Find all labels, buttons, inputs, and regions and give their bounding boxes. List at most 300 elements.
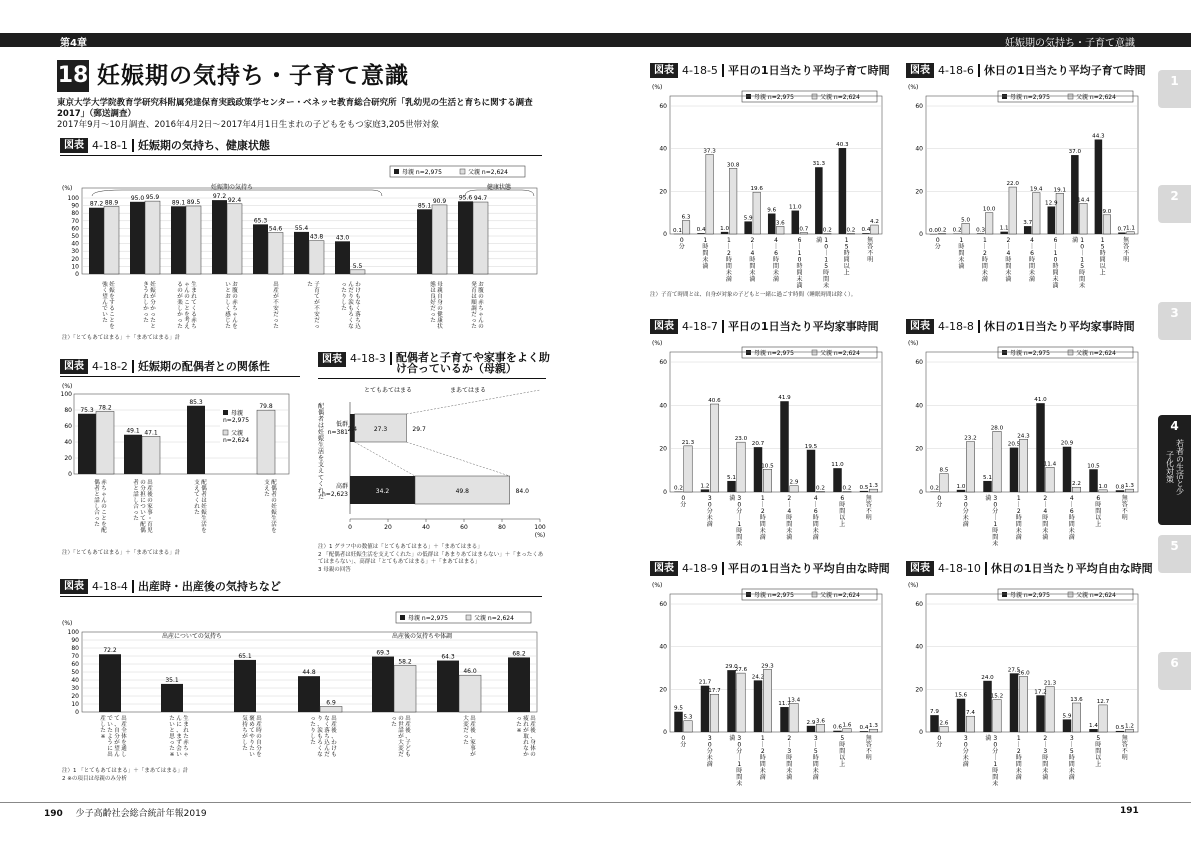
x-tick-label: 無答不明	[865, 495, 872, 522]
x-tick-label: 0	[348, 524, 352, 531]
chapter-bar	[0, 33, 1191, 47]
bar-father	[816, 724, 824, 732]
y-tick-label: 0	[663, 729, 667, 736]
x-tick-label: 5 時間以上	[1095, 735, 1102, 768]
x-tick-label: り、涙もろくな	[317, 716, 323, 758]
fig-num: 4-18-10	[938, 562, 987, 575]
fig-num: 4-18-6	[938, 64, 980, 77]
legend-swatch-father	[812, 592, 817, 597]
bar-father	[145, 201, 160, 274]
x-tick-label: 40	[422, 524, 430, 531]
group-label: 健康状態	[486, 184, 512, 191]
x-tick-label: んに、まず会い	[176, 716, 182, 758]
bar-father	[753, 192, 761, 234]
y-tick-label: 40	[71, 677, 79, 684]
y-tick-label: 20	[659, 188, 667, 196]
data-label-father: 22.0	[1006, 181, 1019, 188]
bar-mother	[234, 660, 256, 712]
data-label-mother: 11.7	[778, 701, 791, 708]
data-label-mother: 0.6	[833, 724, 842, 731]
bar-father	[790, 703, 798, 732]
y-tick-label: 40	[64, 439, 72, 446]
tab-chapter-2[interactable]: 2	[1158, 185, 1191, 223]
data-label-father: 6.9	[326, 699, 336, 707]
legend-swatch-mother	[746, 94, 751, 99]
bar-father	[227, 204, 242, 274]
data-label-father: 1.6	[842, 722, 852, 729]
data-label-father: 1.3	[869, 483, 878, 490]
bar-mother	[99, 654, 121, 712]
row-label: 高群	[335, 483, 348, 490]
y-tick-label: 0	[75, 271, 79, 278]
x-tick-label: いとおしく感じた	[225, 282, 231, 330]
bar-father	[800, 233, 808, 234]
y-tick-label: 60	[915, 601, 923, 608]
bar-father	[871, 225, 879, 234]
data-label-father: 5.0	[961, 217, 971, 224]
fig-header-f7	[650, 318, 879, 334]
data-label-mother: 85.3	[189, 398, 203, 406]
bar-father	[320, 706, 342, 712]
x-tick-label: 2 ｜ 3 時間未満	[1042, 735, 1049, 781]
x-tick-label: 1 5 時間以上	[843, 237, 850, 277]
data-label-father: 19.4	[1030, 186, 1043, 193]
y-tick-label: 70	[71, 217, 79, 225]
legend-swatch-mother	[1002, 350, 1007, 355]
y-tick-label: 0	[663, 231, 667, 238]
legend-swatch-mother	[1002, 592, 1007, 597]
note-line: 2 「配偶者は妊娠生活を支えてくれた」の低群は「あまりあてはまらない」＋「まったくあてはまらない」、高群は「とてもあてはまる」＋「まあてはまる」	[318, 551, 544, 565]
bar-mother	[1089, 729, 1097, 732]
data-label-father: 28.0	[990, 425, 1004, 432]
fig-header-f6	[906, 62, 1146, 78]
bar-father	[1080, 203, 1088, 234]
bar-father	[459, 675, 481, 712]
page-title	[57, 60, 597, 92]
bar-mother	[930, 715, 938, 732]
y-tick-label: 20	[659, 686, 667, 694]
tab-number: 3	[1170, 306, 1179, 320]
x-tick-label: 無答不明	[1123, 237, 1130, 264]
x-tick-label: 出産後の家事・育児	[147, 480, 153, 534]
legend-mother: 母親 n=2,975	[754, 350, 794, 357]
x-tick-label: 生まれた赤ちゃ	[183, 716, 189, 758]
data-label-mother: 20.9	[1060, 440, 1074, 447]
x-tick-label: 2 ｜ 4 時間未満	[1042, 495, 1049, 541]
bar-father	[1019, 677, 1027, 732]
y-tick-label: 40	[915, 643, 923, 651]
legend-father: 父親 n=2,624	[1076, 94, 1116, 101]
y-tick-label: 40	[915, 145, 923, 153]
bar-mother	[161, 684, 183, 712]
bar-mother	[1000, 232, 1008, 234]
y-tick-label: 0	[68, 471, 72, 478]
fig-label: 図表	[650, 63, 678, 78]
legend-swatch-mother	[1002, 94, 1007, 99]
x-tick-label: ったりした	[341, 282, 347, 312]
bar-father	[1056, 193, 1064, 234]
bar-father	[777, 226, 785, 234]
y-tick-label: 10	[71, 263, 79, 271]
x-tick-label: 20	[384, 524, 392, 531]
y-axis-label: 配偶者は妊娠生活を支えてくれた	[317, 403, 325, 501]
y-tick-label: 60	[915, 103, 923, 110]
data-label-father: 11.4	[1043, 461, 1057, 468]
bar-father	[432, 205, 447, 274]
bar-father	[966, 716, 974, 732]
segment-label: 2.4	[347, 426, 358, 433]
tab-chapter-4[interactable]	[1158, 415, 1191, 525]
data-label-mother: 20.5	[1007, 441, 1021, 448]
tab-chapter-6[interactable]: 6	[1158, 652, 1191, 690]
data-label-father: 6.3	[681, 214, 691, 221]
footer-left	[44, 806, 207, 819]
y-unit: (%)	[908, 84, 919, 91]
data-label-father: 58.2	[398, 658, 412, 666]
legend-swatch-mother	[746, 592, 751, 597]
data-label-father: 3.6	[775, 220, 785, 227]
x-tick-label: 出産時の自分を	[256, 716, 262, 758]
bar-mother	[768, 214, 776, 234]
data-label-mother: 27.5	[1007, 667, 1021, 674]
data-label-mother: 64.3	[441, 653, 455, 661]
bar-mother	[212, 200, 227, 274]
x-tick-label: 0 分	[680, 495, 687, 509]
y-tick-label: 40	[659, 643, 667, 651]
bar-father	[843, 729, 851, 732]
legend-swatch-father	[466, 615, 471, 620]
bar-mother	[1036, 695, 1044, 732]
tab-chapter-5[interactable]: 5	[1158, 535, 1191, 573]
legend-swatch-mother	[746, 350, 751, 355]
source-line1: 東京大学大学院教育学研究科附属発達保育実践政策学センター・ベネッセ教育総合研究所「乳幼児の生活と育ちに関する調査	[57, 98, 533, 108]
data-label-mother: 12.9	[1045, 200, 1058, 207]
note-f2: 注）「とてもあてはまる」＋「まあてはまる」計	[62, 550, 181, 556]
data-label-father: 40.6	[708, 398, 721, 405]
fig-header-f8	[906, 318, 1135, 334]
fig-label: 図表	[906, 319, 934, 334]
bar-mother	[674, 712, 682, 732]
data-label-father: 95.9	[145, 194, 160, 202]
data-label-father: 90.9	[432, 197, 447, 205]
legend-mother: 母親 n=2,975	[402, 169, 442, 176]
y-unit: (%)	[652, 340, 663, 347]
bar-mother	[957, 699, 965, 732]
data-label-father: 29.3	[761, 663, 774, 670]
x-tick-label: 強く望んでいた	[102, 282, 108, 324]
bar-mother	[130, 202, 145, 274]
data-label-father: 5.5	[352, 262, 363, 270]
bar-father	[1103, 215, 1111, 234]
segment-label: 27.3	[373, 426, 388, 433]
bar-mother	[792, 211, 800, 234]
y-tick-label: 30	[71, 685, 79, 692]
y-tick-label: 40	[659, 145, 667, 153]
fig-label: 図表	[906, 561, 934, 576]
bar-mother	[1010, 673, 1018, 732]
x-tick-label: 満	[816, 237, 823, 244]
bar-father	[737, 442, 745, 492]
data-label-mother: 0.5	[1115, 724, 1125, 731]
bar-mother	[860, 491, 868, 492]
legend-swatch-father	[223, 430, 228, 435]
legend-swatch-father	[812, 350, 817, 355]
y-tick-label: 100	[60, 391, 72, 398]
data-label-mother: 69.3	[376, 649, 390, 657]
legend-swatch-mother	[223, 410, 228, 415]
legend-father: 父親 n=2,624	[1076, 350, 1116, 357]
bar-mother	[977, 233, 985, 234]
data-label-father: 47.1	[144, 429, 158, 437]
x-tick-label: るのが楽しかった	[177, 282, 183, 330]
x-tick-label: 4 ｜ 6 時間未満	[1068, 495, 1075, 541]
data-label-mother: 5.1	[983, 474, 992, 481]
x-tick-label: 4 ｜ 6 時間未満	[812, 495, 819, 541]
x-tick-label: 3 0 分未満	[962, 495, 969, 528]
fig-label: 図表	[60, 359, 88, 374]
data-label-father: 13.4	[787, 697, 801, 704]
bar-father	[684, 721, 692, 732]
bar-father	[993, 700, 1001, 732]
bar-father	[1125, 729, 1133, 732]
x-tick-label: 4 ｜ 6 時間未満	[772, 237, 780, 283]
bar-father	[1009, 187, 1017, 234]
x-tick-label: 1 0 ｜ 1 5 時間未	[1079, 237, 1086, 290]
legend-father: 父親 n=2,624	[820, 94, 860, 101]
tab-chapter-1[interactable]: 1	[1158, 70, 1191, 108]
x-tick-label: 0 分	[678, 237, 685, 251]
tab-chapter-3[interactable]	[1158, 302, 1191, 340]
group-label: 出産についての気持ち	[162, 633, 222, 640]
data-label-father: 9.0	[1102, 208, 1112, 215]
bar-mother	[437, 661, 459, 712]
notes-f3	[318, 544, 548, 574]
data-label-mother: 0.5	[859, 484, 869, 491]
page-number-right: 191	[1120, 806, 1139, 816]
chart-f7	[650, 340, 888, 555]
x-tick-label: 出産後、わけも	[331, 716, 337, 758]
legend-swatch-father	[460, 169, 465, 174]
x-tick-label: 妊娠が分かったと	[150, 282, 156, 330]
x-tick-label: 満	[729, 495, 736, 502]
bar-mother	[458, 201, 473, 274]
chart-f2	[60, 380, 305, 555]
bar-father	[985, 213, 993, 234]
bar-father	[257, 410, 275, 474]
data-label-mother: 0.4	[696, 227, 706, 234]
x-tick-label: 3 0 分｜ 1 時間未	[992, 735, 999, 788]
x-tick-label: 子育てが不安だっ	[314, 282, 320, 330]
data-label-father: 54.6	[268, 225, 283, 233]
chapter-label: 第4章	[60, 38, 87, 49]
bar-mother	[833, 731, 841, 732]
bar-mother	[727, 670, 735, 732]
chart-f10	[906, 582, 1144, 787]
fig-num: 4-18-8	[938, 320, 980, 333]
data-label-mother: 0.3	[976, 227, 986, 234]
data-label-mother: 41.0	[1034, 397, 1047, 404]
y-tick-label: 80	[64, 407, 72, 414]
data-label-mother: 1.0	[720, 225, 730, 232]
x-tick-label: でいたように出	[107, 716, 113, 758]
data-label-mother: 9.6	[767, 207, 777, 214]
bar-father	[268, 233, 283, 274]
x-tick-label: 0 分	[936, 735, 943, 749]
bar-mother	[860, 731, 868, 732]
y-tick-label: 40	[71, 240, 79, 248]
bar-father	[869, 489, 877, 492]
group-label: 妊娠期の気持ち	[210, 184, 254, 191]
x-tick-label: 0 分	[680, 735, 687, 749]
data-label-father: 92.4	[227, 196, 242, 204]
data-label-father: 1.1	[1126, 225, 1135, 232]
data-label-father: 14.4	[1077, 197, 1090, 204]
chapter-tabs	[1158, 70, 1191, 710]
legend-father: 父親 n=2,624	[1076, 592, 1116, 599]
data-label-mother: 87.2	[89, 200, 104, 208]
data-label-mother: 11.0	[831, 462, 844, 469]
x-tick-label: 1 ｜ 2 時間未満	[981, 237, 988, 283]
data-label-mother: 85.1	[417, 202, 432, 210]
legend-swatch-mother	[400, 615, 405, 620]
bar-mother	[807, 450, 815, 492]
data-label-mother: 40.3	[836, 142, 849, 149]
legend-mother: 母親 n=2,975	[1010, 592, 1050, 599]
fig-num: 4-18-1	[92, 139, 134, 152]
y-tick-label: 60	[915, 359, 923, 366]
x-tick-label: お腹の赤ちゃんを	[232, 282, 238, 330]
x-tick-label: の分担について配偶	[140, 480, 146, 534]
fig-label: 図表	[906, 63, 934, 78]
data-label-mother: 9.5	[674, 705, 683, 712]
y-tick-label: 70	[71, 653, 79, 660]
note-f5: 注）子育て時間とは、自身が対象の子どもと一緒に過ごす時間（睡眠時間は除く）。	[650, 292, 857, 298]
x-tick-label: お腹の赤ちゃんの	[478, 282, 484, 330]
row-label: 低群	[335, 421, 348, 428]
rule	[60, 596, 542, 597]
fig-label: 図表	[650, 561, 678, 576]
bar-mother	[1116, 490, 1124, 492]
y-tick-label: 40	[659, 402, 667, 410]
fig-title: 休日の1日当たり平均家事時間	[983, 319, 1135, 333]
bar-mother	[1095, 139, 1103, 234]
x-tick-label: て、自分が望ん	[114, 716, 120, 758]
data-label-mother: 24.0	[981, 674, 994, 681]
x-tick-label: 無答不明	[865, 735, 872, 762]
data-label-mother: 44.3	[1092, 133, 1105, 140]
segment-label: 49.8	[455, 488, 469, 495]
segment-label: 34.2	[375, 488, 390, 495]
data-label-mother: 1.1	[999, 225, 1009, 232]
x-tick-label: 無答不明	[867, 237, 874, 264]
y-tick-label: 60	[659, 359, 667, 366]
fig-label: 図表	[60, 579, 88, 594]
bar-mother	[78, 414, 96, 474]
chart-f4	[60, 602, 545, 767]
data-label-mother: 5.1	[727, 474, 736, 481]
bar-father	[940, 474, 948, 492]
rule	[318, 378, 546, 379]
bar-mother	[754, 447, 762, 492]
data-label-father: 0.2	[822, 227, 832, 234]
legend-mother-n: n=2,975	[223, 417, 250, 424]
row-n: n=2,623	[321, 491, 348, 498]
bar-father	[104, 206, 119, 274]
bar-mother	[697, 233, 705, 234]
bar-mother	[701, 489, 709, 492]
section-label: 妊娠期の気持ち・子育て意識	[1005, 38, 1135, 49]
bar-father	[729, 168, 737, 234]
data-label-father: 30.8	[726, 162, 740, 169]
data-label-mother: 1.2	[700, 483, 710, 490]
x-tick-label: 褒めてやりたい	[249, 716, 255, 758]
data-label-mother: 0.4	[859, 725, 869, 732]
data-label-father: 13.6	[1070, 696, 1083, 703]
bar-father	[186, 206, 201, 274]
legend-mother: 母親 n=2,975	[1010, 350, 1050, 357]
x-tick-label: わけもなく落ち込	[355, 282, 361, 330]
notes-f4	[62, 768, 188, 783]
data-label-mother: 11.0	[789, 204, 802, 211]
bar-mother	[508, 657, 530, 712]
fig-title: 平日の1日当たり平均家事時間	[727, 319, 879, 333]
data-label-mother: 0.4	[861, 227, 871, 234]
data-label-father: 21.3	[681, 439, 695, 446]
y-tick-label: 90	[71, 202, 79, 210]
data-label-mother: 95.0	[130, 194, 145, 202]
fig-header-f10	[906, 560, 1153, 576]
x-tick-label: 満	[1072, 237, 1079, 244]
fig-label: 図表	[60, 138, 88, 153]
data-label-mother: 65.3	[253, 217, 268, 225]
x-tick-label: 生まれてくる赤ち	[191, 282, 197, 330]
x-tick-label: 満	[985, 735, 992, 742]
bar-father	[682, 221, 690, 234]
y-tick-label: 20	[71, 693, 79, 700]
data-label-father: 19.6	[750, 186, 763, 193]
y-unit: (%)	[62, 383, 73, 390]
x-tick-label: 気持ちがした	[242, 716, 248, 752]
data-label-mother: 41.9	[778, 395, 791, 402]
x-tick-label: 2 ｜ 4 時間未満	[786, 495, 793, 541]
chart-f1	[60, 160, 545, 340]
data-label-mother: 0.2	[930, 485, 939, 492]
x-tick-label: 態は良好だった	[430, 282, 436, 324]
fig-title: 平日の1日当たり平均自由な時間	[727, 561, 890, 575]
data-label-father: 88.9	[104, 199, 119, 207]
y-tick-label: 60	[64, 423, 72, 430]
fig-title: 平日の1日当たり平均子育て時間	[727, 63, 890, 77]
x-tick-label: 3 ｜ 5 時間未満	[812, 735, 819, 781]
bar-mother	[727, 481, 735, 492]
bar-father	[1099, 705, 1107, 732]
fig-title: 出産時・出産後の気持ちなど	[137, 579, 281, 593]
bar-father	[993, 431, 1001, 492]
data-label-mother: 65.1	[238, 652, 252, 660]
legend-mother: 母親 n=2,975	[754, 592, 794, 599]
fig-num: 4-18-5	[682, 64, 724, 77]
chart-f5	[650, 84, 888, 289]
bar-father	[142, 436, 160, 474]
y-tick-label: 0	[919, 231, 923, 238]
bar-father	[763, 669, 771, 732]
x-tick-label: 1 ｜ 2 時間未満	[725, 237, 732, 283]
bar-father	[473, 202, 488, 274]
bar-mother	[780, 401, 788, 492]
y-tick-label: 60	[71, 661, 79, 668]
source-line3: 2017年9月〜10月調査、2016年4月2日〜2017年4月1日生まれの子どもをもつ家庭3,205世帯対象	[57, 120, 440, 130]
bar-mother	[124, 435, 142, 474]
